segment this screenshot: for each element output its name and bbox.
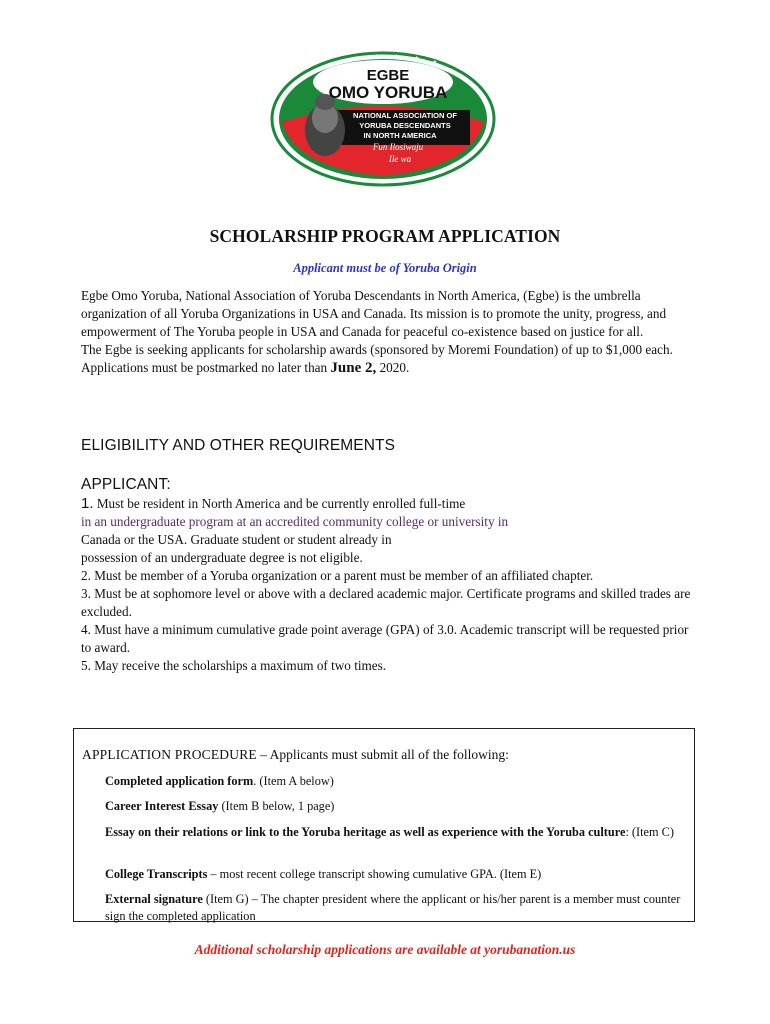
requirements-list [81,495,693,675]
requirement-1-line-b: in an undergraduate program at an accredited community college or university in [81,514,509,529]
procedure-item-bold: Essay on their relations or link to the Yoruba heritage as well as experience with the Yoruba culture [105,825,626,839]
procedure-item-bold: Career Interest Essay [105,799,219,813]
deadline-year: 2020. [376,360,410,375]
requirement-3: 3. Must be at sophomore level or above with a declared academic major. Certificate programs and skilled trades are excluded. [81,586,691,619]
procedure-item-rest: (Item B below, 1 page) [218,799,335,813]
intro-section [81,287,689,377]
svg-text:★: ★ [394,53,400,60]
requirement-1-number: 1. [81,495,94,512]
svg-text:★: ★ [336,59,342,66]
requirement-4: 4. Must have a minimum cumulative grade point average (GPA) of 3.0. Academic transcript will be requested prior to award. [81,622,689,655]
svg-text:★: ★ [414,55,420,62]
procedure-heading [82,747,509,763]
svg-text:★: ★ [354,55,360,62]
application-procedure-box [73,728,695,922]
requirement-1-line-c: Canada or the USA. Graduate student or student already in [81,532,392,547]
origin-requirement: Applicant must be of Yoruba Origin [293,261,477,275]
page-title: SCHOLARSHIP PROGRAM APPLICATION [209,226,561,246]
applicant-heading: APPLICANT: [81,476,171,493]
requirement-1-line-a [81,495,693,513]
requirement-2: 2. Must be member of a Yoruba organization or a parent must be member of an affiliated chapter. [81,568,594,583]
deadline-prefix: Applications must be postmarked no later than [81,360,331,375]
svg-text:YORUBA DESCENDANTS: YORUBA DESCENDANTS [359,121,451,130]
eligibility-heading: ELIGIBILITY AND OTHER REQUIREMENTS [81,437,396,454]
procedure-item-bold: College Transcripts [105,867,208,881]
requirement-1-line-d: possession of an undergraduate degree is not eligible. [81,550,363,565]
svg-text:Fun Ilosiwaju: Fun Ilosiwaju [372,142,424,152]
procedure-item-rest: (Item G) – The chapter president where the applicant or his/her parent is a member must counter sign the completed application [105,892,681,923]
procedure-item-bold: Completed application form [105,774,254,788]
procedure-item-bold: External signature [105,892,203,906]
deadline-date: June 2, [330,360,377,376]
procedure-item-rest: : (Item C) [625,825,674,839]
procedure-item-rest: – most recent college transcript showing cumulative GPA. (Item E) [207,867,542,881]
procedure-heading-rest: – Applicants must submit all of the following: [256,747,509,762]
requirement-1-text: Must be resident in North America and be currently enrolled full-time [93,496,466,511]
egbe-omo-yoruba-logo [270,50,496,188]
svg-text:★: ★ [432,59,438,66]
intro-paragraph-mission: Egbe Omo Yoruba, National Association of Yoruba Descendants in North America, (Egbe) is the umbrella organization of all Yoruba Organizations in USA and Canada. Its mission is to promote the unity, progress, and empowerment of The Yoruba people in USA and Canada for peaceful co-existence based on justice for all. [81,288,667,339]
svg-text:IN NORTH AMERICA: IN NORTH AMERICA [363,131,437,140]
intro-deadline [81,359,689,377]
svg-text:NATIONAL ASSOCIATION OF: NATIONAL ASSOCIATION OF [353,111,457,120]
footer-availability-note: Additional scholarship applications are available at yorubanation.us [194,942,576,957]
requirement-5: 5. May receive the scholarships a maximum of two times. [81,658,387,673]
logo-emblem [270,50,496,188]
svg-text:Ile wa: Ile wa [388,154,412,164]
svg-text:OMO YORUBA: OMO YORUBA [328,83,448,102]
svg-text:★: ★ [374,53,380,60]
intro-paragraph-awards: The Egbe is seeking applicants for scholarship awards (sponsored by Moremi Foundation) of up to $1,000 each. [81,342,673,357]
svg-text:EGBE: EGBE [366,67,410,84]
procedure-heading-caps: APPLICATION PROCEDURE [82,747,257,762]
procedure-item-rest: . (Item A below) [253,774,334,788]
